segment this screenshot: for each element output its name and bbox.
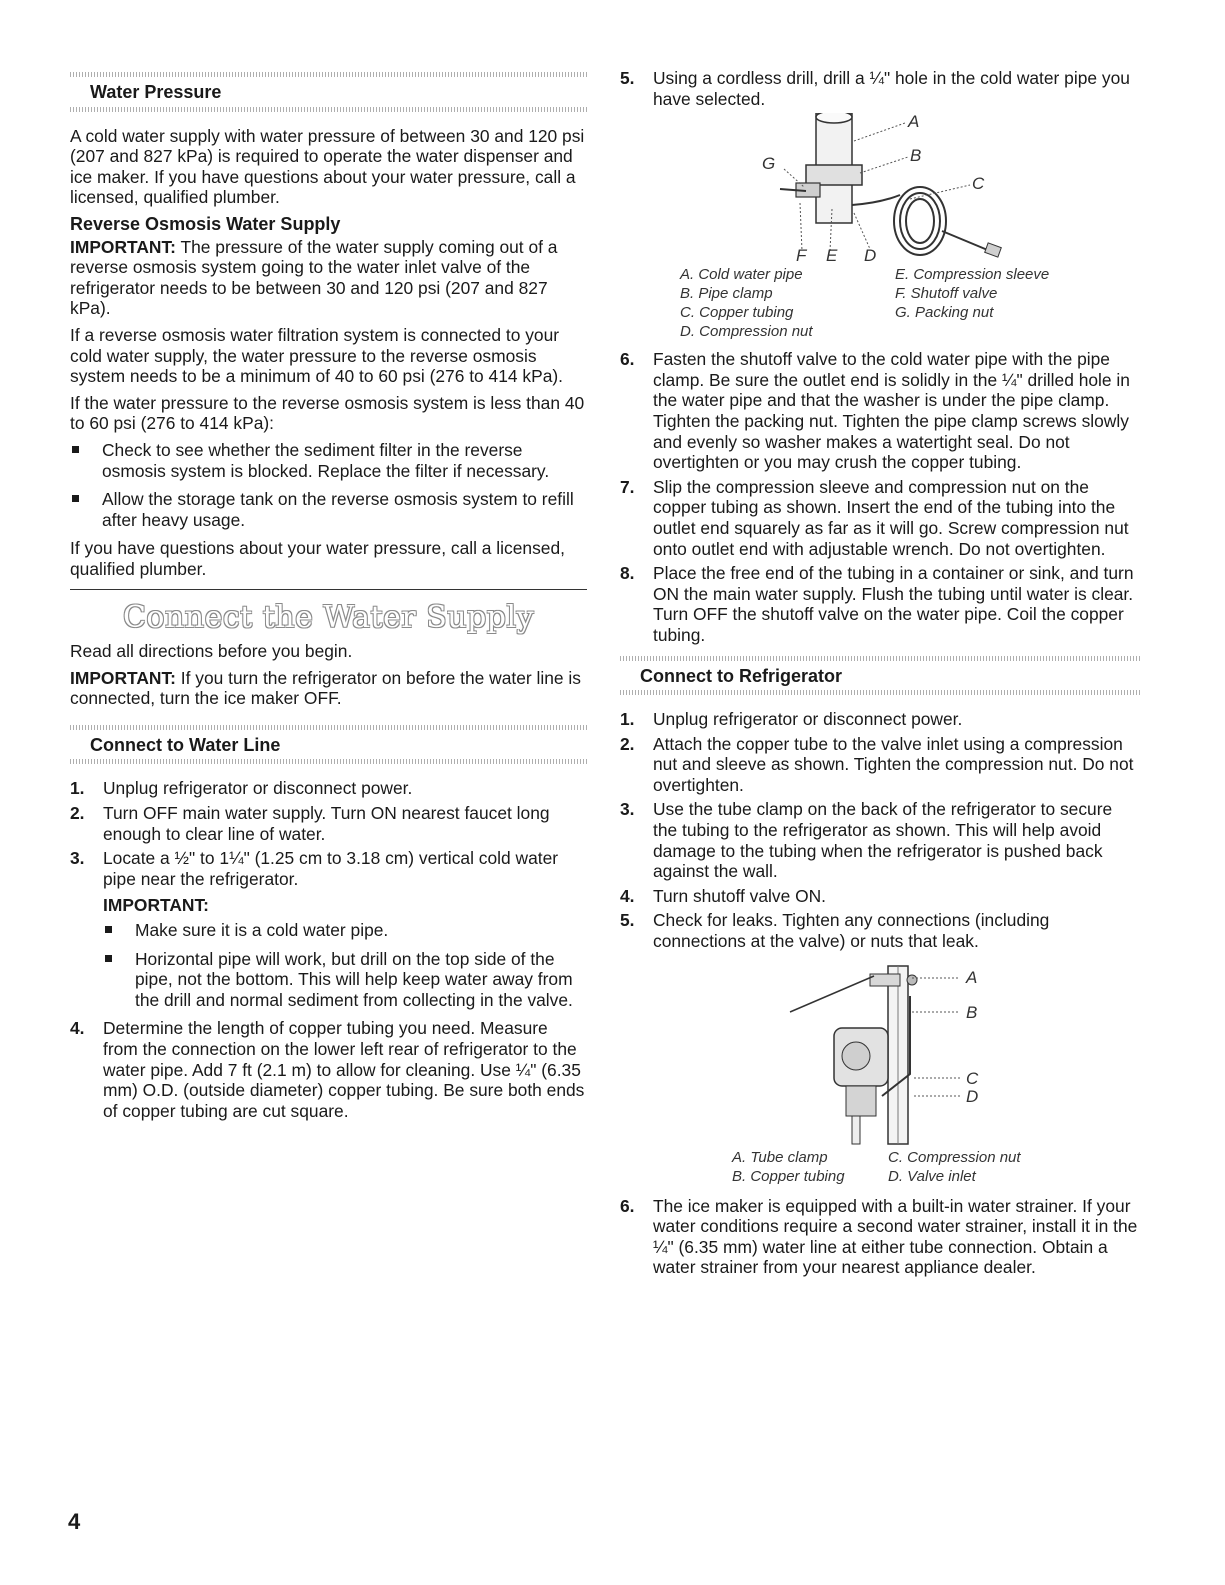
valve-inlet-diagram	[620, 956, 1140, 1146]
step-item: 1. Unplug refrigerator or disconnect power.	[620, 709, 963, 730]
dotted-rule	[70, 72, 587, 77]
ro-heading: Reverse Osmosis Water Supply	[70, 213, 341, 234]
label-g: G	[762, 154, 776, 174]
important-label: IMPORTANT:	[103, 895, 209, 916]
step-item: 2. Turn OFF main water supply. Turn ON nearest faucet long enough to clear line of water.	[70, 803, 550, 844]
figure-caption	[732, 1148, 1140, 1186]
section-divider	[70, 589, 587, 590]
label-b: B	[966, 1002, 978, 1022]
ro-important-paragraph	[70, 237, 587, 319]
important-text: The pressure of the water supply coming out of a reverse osmosis system going to the water inlet valve of the refrigerator needs to be between 30 and 120 psi (207 and 827 kPa).	[70, 236, 558, 319]
step-item: 4. Determine the length of copper tubing you need. Measure from the connection on the lower left rear of refrigerator to the water pipe. Add 7 ft (2.1 m) to allow for cleaning. Use ¼" (6.35 mm) O.D. (outside diameter) copper tubing. Be sure both ends of copper tubing are cut square.	[70, 1018, 585, 1121]
important-text: If you turn the refrigerator on before the water line is connected, turn the ice maker OFF.	[70, 667, 581, 709]
supply-important-paragraph	[70, 668, 587, 709]
intro-paragraph: Read all directions before you begin.	[70, 641, 353, 662]
ro-paragraph-3: If the water pressure to the reverse osmosis system is less than 40 to 60 psi (276 to 414 kPa):	[70, 392, 585, 434]
dotted-rule	[70, 107, 587, 112]
valve-steps	[620, 349, 1140, 645]
square-bullet-icon	[72, 495, 79, 502]
water-line-heading: Connect to Water Line	[90, 734, 281, 755]
square-bullet-icon	[105, 955, 112, 962]
label-f: F	[796, 246, 807, 262]
label-d: D	[864, 246, 877, 262]
list-item: Make sure it is a cold water pipe.	[103, 920, 587, 941]
dotted-rule	[70, 725, 587, 730]
water-pressure-paragraph: A cold water supply with water pressure of between 30 and 120 psi (207 and 827 kPa) is required to operate the water dispenser and ice maker. If you have questions about your water pressure, call a licensed, qualified plumber.	[70, 125, 585, 208]
shutoff-valve-diagram	[620, 113, 1140, 261]
list-item: Horizontal pipe will work, but drill on the top side of the pipe, not the bottom. This will help keep water away from the drill and normal sediment from collecting in the valve.	[103, 949, 587, 1011]
refrigerator-heading: Connect to Refrigerator	[640, 665, 843, 686]
figure-caption	[680, 265, 1140, 341]
step-item: 6. The ice maker is equipped with a built-in water strainer. If your water conditions require a second water strainer, install it in the ¼" (6.35 mm) water line at either tube connection. Obtain a water strainer from your nearest appliance dealer.	[620, 1195, 1138, 1278]
label-a: A	[908, 113, 920, 132]
dotted-rule	[620, 656, 1140, 661]
dotted-rule	[620, 690, 1140, 695]
label-b: B	[910, 146, 922, 166]
step-item: 4. Turn shutoff valve ON.	[620, 885, 827, 906]
label-c: C	[972, 174, 985, 194]
step-item: 3. Use the tube clamp on the back of the refrigerator to secure the tubing to the refrigerator as shown. This will help avoid damage to the tubing when the refrigerator is pushed back against the wall.	[620, 799, 1113, 882]
step-item: 1. Unplug refrigerator or disconnect power.	[70, 778, 413, 799]
ro-paragraph-4: If you have questions about your water pressure, call a licensed, qualified plumber.	[70, 538, 565, 579]
ro-paragraph-2: If a reverse osmosis water filtration system is connected to your cold water supply, the water pressure to the reverse osmosis system needs to be a minimum of 40 to 60 psi (276 to 414 kPa).	[70, 324, 563, 387]
label-d: D	[966, 1086, 979, 1106]
step-item: 3. Locate a ½" to 1¼" (1.25 cm to 3.18 cm) vertical cold water pipe near the refrigerator. IMPORTANT: Make sure it is a cold water pipe. Horizontal pipe will work, but drill on the top side of the pipe, not the bottom. This will help keep water away from the drill and normal sediment from collecting in the valve.	[70, 848, 587, 1010]
caption-column-left: A. Tube clamp B. Copper tubing	[732, 1148, 845, 1185]
caption-column-right: E. Compression sleeve F. Shutoff valve G. Packing nut	[895, 266, 1050, 322]
important-label: IMPORTANT:	[70, 236, 176, 257]
refrigerator-steps	[620, 709, 1140, 952]
ro-bullet-list	[70, 440, 587, 530]
step-item: 6. Fasten the shutoff valve to the cold water pipe with the pipe clamp. Be sure the outlet end is solidly in the ¼" drilled hole in the water pipe and that the washer is under the pipe clamp. Tighten the packing nut. Tighten the pipe clamp screws slowly and evenly so washer makes a watertight seal. Do not overtighten or you may crush the copper tubing.	[620, 349, 1130, 473]
section-title: Connect the Water Supply	[122, 600, 535, 636]
right-column	[620, 0, 1140, 1282]
caption-column-left: A. Cold water pipe B. Pipe clamp C. Copper tubing D. Compression nut	[680, 266, 813, 341]
caption-column-right: C. Compression nut D. Valve inlet	[888, 1148, 1021, 1185]
water-pressure-heading: Water Pressure	[90, 82, 222, 102]
step-item: 2. Attach the copper tube to the valve inlet using a compression nut and sleeve as shown. Tighten the compression nut. Do not overtighten.	[620, 733, 1134, 795]
step-item: 5. Using a cordless drill, drill a ¼" hole in the cold water pipe you have selected.	[620, 68, 1130, 109]
strainer-step	[620, 1196, 1140, 1278]
square-bullet-icon	[105, 926, 112, 933]
list-item: Allow the storage tank on the reverse osmosis system to refill after heavy usage.	[70, 489, 587, 530]
square-bullet-icon	[72, 446, 79, 453]
label-c: C	[966, 1068, 979, 1088]
drill-steps	[620, 68, 1140, 109]
water-line-steps	[70, 778, 587, 1121]
dotted-rule	[70, 759, 587, 764]
page-number: 4	[68, 1509, 81, 1534]
step-item: 8. Place the free end of the tubing in a container or sink, and turn ON the main water supply. Flush the tubing until water is clear. Turn OFF the shutoff valve on the water pipe. Coil the copper tubing.	[620, 563, 1134, 645]
label-e: E	[826, 246, 838, 262]
label-a: A	[966, 967, 978, 987]
step-item: 5. Check for leaks. Tighten any connections (including connections at the valve) or nuts that leak.	[620, 910, 1050, 952]
step-item: 7. Slip the compression sleeve and compression nut on the copper tubing as shown. Insert the end of the tubing into the outlet end squarely as far as it will go. Screw compression nut onto outlet end with adjustable wrench. Do not overtighten.	[620, 476, 1129, 559]
important-label: IMPORTANT:	[70, 667, 176, 688]
important-bullet-list	[103, 920, 587, 1010]
left-column	[70, 0, 587, 1125]
list-item: Check to see whether the sediment filter in the reverse osmosis system is blocked. Replace the filter if necessary.	[70, 440, 587, 481]
